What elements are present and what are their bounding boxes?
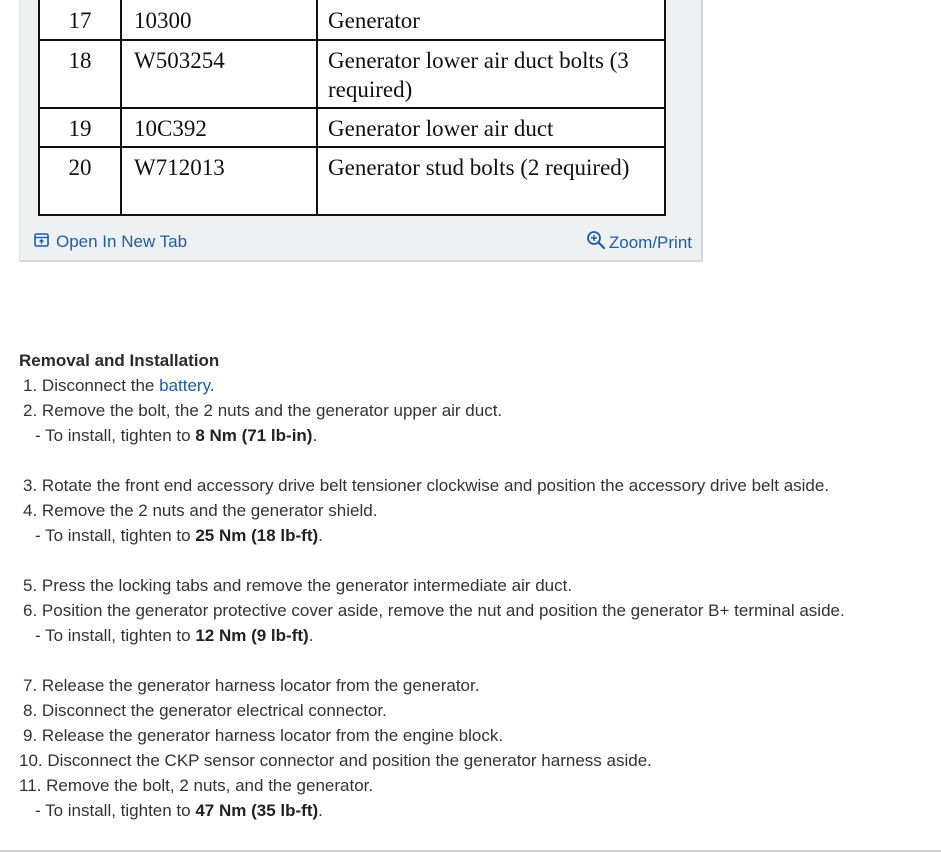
parts-table bbox=[38, 0, 666, 216]
part-number: W503254 bbox=[121, 40, 317, 108]
table-row bbox=[39, 0, 665, 40]
table-row bbox=[39, 40, 665, 108]
part-number: 10300 bbox=[121, 0, 317, 40]
table-row bbox=[39, 147, 665, 215]
list-item: 9. Release the generator harness locator from the engine block. bbox=[23, 726, 504, 745]
torque-value: 12 Nm (9 lb-ft) bbox=[195, 626, 309, 645]
figure-card bbox=[19, 0, 703, 262]
list-item: 7. Release the generator harness locator from the generator. bbox=[23, 676, 480, 695]
open-in-new-tab-link[interactable] bbox=[34, 232, 187, 252]
zoom-magnifier-icon bbox=[586, 230, 609, 255]
spacer bbox=[19, 548, 929, 573]
item-number: 20 bbox=[39, 147, 121, 215]
list-item: 6. Position the generator protective cover aside, remove the nut and position the generator B+ terminal aside. bbox=[23, 601, 845, 620]
list-item: 2. Remove the bolt, the 2 nuts and the generator upper air duct. bbox=[23, 401, 503, 420]
part-description: Generator bbox=[317, 0, 665, 40]
section-title: Removal and Installation bbox=[19, 351, 220, 370]
open-new-tab-icon bbox=[34, 232, 56, 252]
torque-value: 25 Nm (18 lb-ft) bbox=[195, 526, 319, 545]
torque-note: - To install, tighten to 8 Nm (71 lb-in). bbox=[35, 426, 318, 445]
list-item: 11. Remove the bolt, 2 nuts, and the generator. bbox=[19, 776, 374, 795]
part-number: 10C392 bbox=[121, 108, 317, 147]
torque-note: - To install, tighten to 12 Nm (9 lb-ft). bbox=[35, 626, 314, 645]
torque-value: 47 Nm (35 lb-ft) bbox=[195, 801, 319, 820]
table-row bbox=[39, 108, 665, 147]
part-description: Generator stud bolts (2 required) bbox=[317, 147, 665, 215]
part-description: Generator lower air duct bolts (3 required) bbox=[317, 40, 665, 108]
list-item: 5. Press the locking tabs and remove the generator intermediate air duct. bbox=[23, 576, 573, 595]
list-item: 4. Remove the 2 nuts and the generator shield. bbox=[23, 501, 378, 520]
item-number: 19 bbox=[39, 108, 121, 147]
part-description: Generator lower air duct bbox=[317, 108, 665, 147]
open-in-new-tab-label: Open In New Tab bbox=[56, 232, 188, 251]
part-number: W712013 bbox=[121, 147, 317, 215]
torque-note: - To install, tighten to 47 Nm (35 lb-ft). bbox=[35, 801, 323, 820]
zoom-print-label: Zoom/Print bbox=[608, 232, 692, 252]
list-item: 10. Disconnect the CKP sensor connector and position the generator harness aside. bbox=[19, 751, 652, 770]
list-item: 3. Rotate the front end accessory drive belt tensioner clockwise and position the accessory drive belt aside. bbox=[23, 476, 830, 495]
battery-link[interactable]: battery bbox=[159, 376, 210, 395]
figure-footer bbox=[20, 226, 702, 260]
list-item: 8. Disconnect the generator electrical connector. bbox=[23, 701, 387, 720]
spacer bbox=[19, 448, 929, 473]
torque-note: - To install, tighten to 25 Nm (18 lb-ft). bbox=[35, 526, 323, 545]
list-item: 1. Disconnect the battery. bbox=[23, 376, 215, 395]
item-number: 18 bbox=[39, 40, 121, 108]
item-number: 17 bbox=[39, 0, 121, 40]
spacer bbox=[19, 648, 929, 673]
zoom-print-link[interactable] bbox=[586, 230, 692, 255]
torque-value: 8 Nm (71 lb-in) bbox=[195, 426, 313, 445]
removal-installation-section bbox=[19, 348, 929, 823]
